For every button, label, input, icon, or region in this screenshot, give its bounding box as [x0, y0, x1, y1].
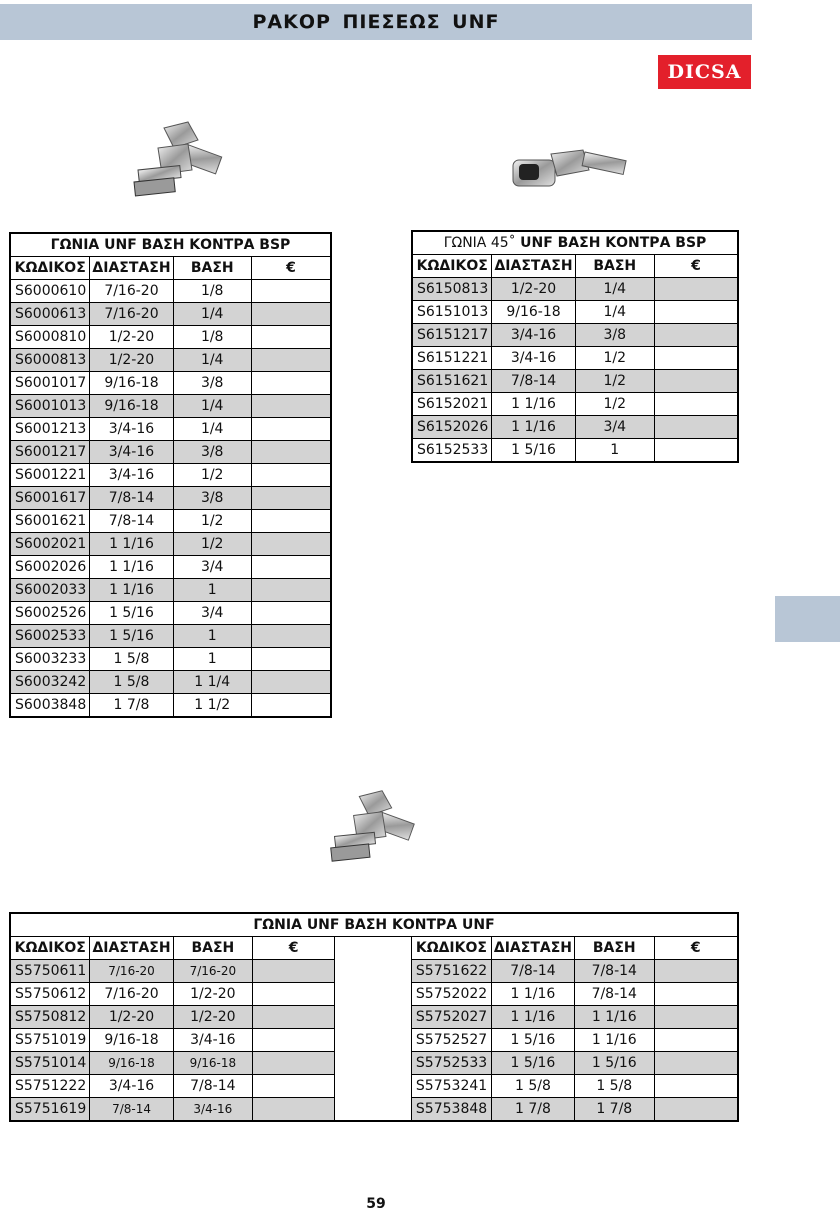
table-row	[412, 393, 738, 416]
base-cell: 1/4	[575, 301, 654, 324]
base-cell: 1/2	[173, 510, 251, 533]
base-cell: 7/16-20	[173, 960, 253, 983]
column-header-price: €	[654, 937, 738, 960]
base-cell: 1/2-20	[173, 983, 253, 1006]
base-cell: 1	[575, 439, 654, 463]
dimension-cell: 1 7/8	[491, 1098, 574, 1122]
page-number: 59	[366, 1196, 386, 1212]
code-cell: S6003233	[10, 648, 90, 671]
page-title-bar	[0, 4, 752, 40]
dimension-cell: 7/8-14	[90, 510, 173, 533]
code-cell: S6002033	[10, 579, 90, 602]
base-cell: 1/4	[173, 395, 251, 418]
base-cell: 3/8	[173, 441, 251, 464]
code-cell: S5751622	[411, 960, 491, 983]
base-cell: 7/8-14	[575, 960, 655, 983]
price-cell	[251, 510, 331, 533]
price-cell	[654, 301, 738, 324]
code-cell: S6000610	[10, 280, 90, 303]
code-cell: S5751619	[10, 1098, 90, 1122]
dimension-cell: 7/8-14	[492, 370, 575, 393]
base-cell: 1 1/16	[575, 1006, 655, 1029]
code-cell: S6002021	[10, 533, 90, 556]
price-cell	[654, 347, 738, 370]
column-header-dimension: ΔΙΑΣΤΑΣΗ	[492, 255, 575, 278]
dimension-cell: 9/16-18	[492, 301, 575, 324]
column-gap	[335, 1075, 412, 1098]
table-row	[10, 510, 331, 533]
column-header-base: ΒΑΣΗ	[575, 255, 654, 278]
dimension-cell: 3/4-16	[90, 1075, 173, 1098]
price-cell	[251, 349, 331, 372]
base-cell: 1/2	[575, 347, 654, 370]
table-row	[412, 301, 738, 324]
table-row	[10, 556, 331, 579]
base-cell: 3/8	[173, 487, 251, 510]
dimension-cell: 1/2-20	[90, 326, 173, 349]
table-row	[412, 347, 738, 370]
code-cell: S6001621	[10, 510, 90, 533]
column-gap	[335, 1006, 412, 1029]
logo-text: DICSA	[667, 61, 742, 83]
table-row	[412, 439, 738, 463]
elbow-fitting-image-2	[325, 785, 425, 867]
price-cell	[251, 648, 331, 671]
price-cell	[253, 983, 335, 1006]
code-cell: S6001013	[10, 395, 90, 418]
code-cell: S5752027	[411, 1006, 491, 1029]
base-cell: 3/4	[173, 602, 251, 625]
base-cell: 1 7/8	[575, 1098, 655, 1122]
base-cell: 3/4	[575, 416, 654, 439]
base-cell: 7/8-14	[173, 1075, 253, 1098]
dimension-cell: 1 1/16	[492, 393, 575, 416]
dimension-cell: 7/8-14	[90, 1098, 173, 1122]
column-gap	[335, 1098, 412, 1122]
table-row	[10, 1052, 738, 1075]
table-row	[10, 648, 331, 671]
column-header-dimension: ΔΙΑΣΤΑΣΗ	[90, 257, 173, 280]
base-cell: 1 1/2	[173, 694, 251, 718]
table-row	[10, 1075, 738, 1098]
table-row	[10, 579, 331, 602]
code-cell: S6152026	[412, 416, 492, 439]
column-header-dimension: ΔΙΑΣΤΑΣΗ	[90, 937, 173, 960]
base-cell: 1 1/16	[575, 1029, 655, 1052]
price-cell	[654, 393, 738, 416]
dimension-cell: 1 1/16	[491, 1006, 574, 1029]
table-row	[10, 671, 331, 694]
code-cell: S6002526	[10, 602, 90, 625]
dimension-cell: 1 7/8	[90, 694, 173, 718]
code-cell: S6152021	[412, 393, 492, 416]
dicsa-logo	[658, 55, 751, 89]
base-cell: 1/2	[575, 393, 654, 416]
table-row	[10, 1006, 738, 1029]
table-row	[10, 625, 331, 648]
code-cell: S5753241	[411, 1075, 491, 1098]
price-cell	[654, 1006, 738, 1029]
price-cell	[654, 324, 738, 347]
code-cell: S5751222	[10, 1075, 90, 1098]
code-cell: S5753848	[411, 1098, 491, 1122]
code-cell: S6150813	[412, 278, 492, 301]
base-cell: 3/4-16	[173, 1029, 253, 1052]
base-cell: 3/4-16	[173, 1098, 253, 1122]
code-cell: S6000813	[10, 349, 90, 372]
column-header-code: ΚΩΔΙΚΟΣ	[412, 255, 492, 278]
table-unf-45-bsp	[411, 230, 739, 463]
table-row	[10, 326, 331, 349]
price-cell	[251, 303, 331, 326]
dimension-cell: 1/2-20	[90, 349, 173, 372]
dimension-cell: 9/16-18	[90, 372, 173, 395]
dimension-cell: 3/4-16	[90, 418, 173, 441]
dimension-cell: 1 1/16	[90, 533, 173, 556]
price-cell	[251, 487, 331, 510]
page-title: ΡΑΚΟΡ ΠΙΕΣΕΩΣ UNF	[252, 11, 500, 33]
base-cell: 7/8-14	[575, 983, 655, 1006]
base-cell: 1 5/16	[575, 1052, 655, 1075]
column-header-dimension: ΔΙΑΣΤΑΣΗ	[491, 937, 574, 960]
code-cell: S6001213	[10, 418, 90, 441]
column-header-code: ΚΩΔΙΚΟΣ	[411, 937, 491, 960]
price-cell	[253, 1098, 335, 1122]
code-cell: S6152533	[412, 439, 492, 463]
price-cell	[251, 418, 331, 441]
dimension-cell: 1 5/16	[491, 1052, 574, 1075]
table-caption: ΓΩΝΙΑ UNF ΒΑΣΗ ΚΟΝΤΡΑ UNF	[10, 913, 738, 937]
price-cell	[251, 441, 331, 464]
dimension-cell: 9/16-18	[90, 395, 173, 418]
table-row	[10, 487, 331, 510]
price-cell	[251, 671, 331, 694]
dimension-cell: 7/16-20	[90, 960, 173, 983]
code-cell: S6003242	[10, 671, 90, 694]
price-cell	[253, 960, 335, 983]
price-cell	[654, 1075, 738, 1098]
code-cell: S5751019	[10, 1029, 90, 1052]
table-row	[10, 960, 738, 983]
price-cell	[251, 395, 331, 418]
dimension-cell: 1 1/16	[491, 983, 574, 1006]
column-gap	[335, 1052, 412, 1075]
base-cell: 3/4	[173, 556, 251, 579]
caption-suffix: UNF ΒΑΣΗ ΚΟΝΤΡΑ BSP	[520, 235, 707, 251]
table-row	[10, 372, 331, 395]
code-cell: S5751014	[10, 1052, 90, 1075]
column-header-base: ΒΑΣΗ	[173, 937, 253, 960]
table-row	[10, 395, 331, 418]
base-cell: 1/2	[173, 464, 251, 487]
table-row	[412, 370, 738, 393]
price-cell	[251, 602, 331, 625]
dimension-cell: 1 5/8	[90, 671, 173, 694]
code-cell: S6003848	[10, 694, 90, 718]
table-row	[10, 983, 738, 1006]
base-cell: 1 5/8	[575, 1075, 655, 1098]
table-caption	[412, 231, 738, 255]
price-cell	[251, 372, 331, 395]
price-cell	[251, 280, 331, 303]
column-header-price: €	[654, 255, 738, 278]
price-cell	[654, 1098, 738, 1122]
code-cell: S5750611	[10, 960, 90, 983]
table-caption: ΓΩΝΙΑ UNF ΒΑΣΗ ΚΟΝΤΡΑ BSP	[10, 233, 331, 257]
column-header-price: €	[253, 937, 335, 960]
price-cell	[251, 326, 331, 349]
price-cell	[253, 1029, 335, 1052]
dimension-cell: 1 1/16	[90, 579, 173, 602]
price-cell	[654, 983, 738, 1006]
base-cell: 1/8	[173, 280, 251, 303]
table-unf-unf	[9, 912, 739, 1122]
code-cell: S6151217	[412, 324, 492, 347]
dimension-cell: 1 5/16	[90, 602, 173, 625]
table-row	[10, 280, 331, 303]
table-row	[10, 533, 331, 556]
dimension-cell: 3/4-16	[492, 347, 575, 370]
dimension-cell: 3/4-16	[90, 441, 173, 464]
dimension-cell: 1/2-20	[90, 1006, 173, 1029]
price-cell	[251, 579, 331, 602]
table-row	[10, 464, 331, 487]
price-cell	[251, 556, 331, 579]
table-row	[412, 324, 738, 347]
elbow-fitting-image-1	[128, 118, 233, 200]
table-row	[10, 602, 331, 625]
column-gap	[335, 983, 412, 1006]
price-cell	[251, 533, 331, 556]
column-header-base: ΒΑΣΗ	[575, 937, 655, 960]
base-cell: 1/4	[173, 418, 251, 441]
code-cell: S6151621	[412, 370, 492, 393]
dimension-cell: 7/16-20	[90, 280, 173, 303]
base-cell: 1 1/4	[173, 671, 251, 694]
table-row	[10, 441, 331, 464]
column-header-base: ΒΑΣΗ	[173, 257, 251, 280]
side-tab	[775, 596, 840, 642]
table-row	[10, 694, 331, 718]
base-cell: 1/2	[575, 370, 654, 393]
column-header-code: ΚΩΔΙΚΟΣ	[10, 937, 90, 960]
dimension-cell: 1 1/16	[90, 556, 173, 579]
price-cell	[654, 370, 738, 393]
price-cell	[654, 1052, 738, 1075]
code-cell: S5750812	[10, 1006, 90, 1029]
column-gap	[335, 937, 412, 960]
code-cell: S5750612	[10, 983, 90, 1006]
base-cell: 1/4	[173, 303, 251, 326]
code-cell: S6001617	[10, 487, 90, 510]
table-row	[10, 349, 331, 372]
code-cell: S5752527	[411, 1029, 491, 1052]
table-row	[10, 1029, 738, 1052]
base-cell: 3/8	[173, 372, 251, 395]
dimension-cell: 3/4-16	[90, 464, 173, 487]
dimension-cell: 9/16-18	[90, 1029, 173, 1052]
base-cell: 1/2-20	[173, 1006, 253, 1029]
dimension-cell: 1/2-20	[492, 278, 575, 301]
column-header-code: ΚΩΔΙΚΟΣ	[10, 257, 90, 280]
dimension-cell: 1 5/16	[492, 439, 575, 463]
column-gap	[335, 1029, 412, 1052]
elbow-45-fitting-image	[505, 142, 635, 192]
dimension-cell: 1 5/8	[491, 1075, 574, 1098]
price-cell	[253, 1052, 335, 1075]
table-unf-bsp	[9, 232, 332, 718]
dimension-cell: 7/16-20	[90, 983, 173, 1006]
dimension-cell: 1 5/8	[90, 648, 173, 671]
table-row	[10, 303, 331, 326]
column-header-price: €	[251, 257, 331, 280]
price-cell	[654, 278, 738, 301]
code-cell: S6151013	[412, 301, 492, 324]
caption-prefix: ΓΩΝΙΑ 45˚	[443, 235, 516, 251]
dimension-cell: 3/4-16	[492, 324, 575, 347]
price-cell	[654, 416, 738, 439]
dimension-cell: 7/16-20	[90, 303, 173, 326]
code-cell: S6001017	[10, 372, 90, 395]
dimension-cell: 7/8-14	[90, 487, 173, 510]
price-cell	[251, 694, 331, 718]
code-cell: S5752022	[411, 983, 491, 1006]
price-cell	[253, 1006, 335, 1029]
code-cell: S6151221	[412, 347, 492, 370]
code-cell: S6002026	[10, 556, 90, 579]
dimension-cell: 1 1/16	[492, 416, 575, 439]
dimension-cell: 7/8-14	[491, 960, 574, 983]
table-row	[10, 1098, 738, 1122]
code-cell: S6000810	[10, 326, 90, 349]
code-cell: S6002533	[10, 625, 90, 648]
price-cell	[253, 1075, 335, 1098]
price-cell	[654, 439, 738, 463]
base-cell: 9/16-18	[173, 1052, 253, 1075]
table-row	[412, 278, 738, 301]
base-cell: 1/4	[575, 278, 654, 301]
dimension-cell: 1 5/16	[491, 1029, 574, 1052]
price-cell	[654, 960, 738, 983]
price-cell	[251, 625, 331, 648]
dimension-cell: 1 5/16	[90, 625, 173, 648]
price-cell	[654, 1029, 738, 1052]
price-cell	[251, 464, 331, 487]
base-cell: 3/8	[575, 324, 654, 347]
code-cell: S5752533	[411, 1052, 491, 1075]
table-row	[412, 416, 738, 439]
table-row	[10, 418, 331, 441]
base-cell: 1	[173, 625, 251, 648]
code-cell: S6001217	[10, 441, 90, 464]
column-gap	[335, 960, 412, 983]
base-cell: 1/8	[173, 326, 251, 349]
base-cell: 1/4	[173, 349, 251, 372]
base-cell: 1	[173, 579, 251, 602]
base-cell: 1/2	[173, 533, 251, 556]
code-cell: S6000613	[10, 303, 90, 326]
dimension-cell: 9/16-18	[90, 1052, 173, 1075]
base-cell: 1	[173, 648, 251, 671]
code-cell: S6001221	[10, 464, 90, 487]
